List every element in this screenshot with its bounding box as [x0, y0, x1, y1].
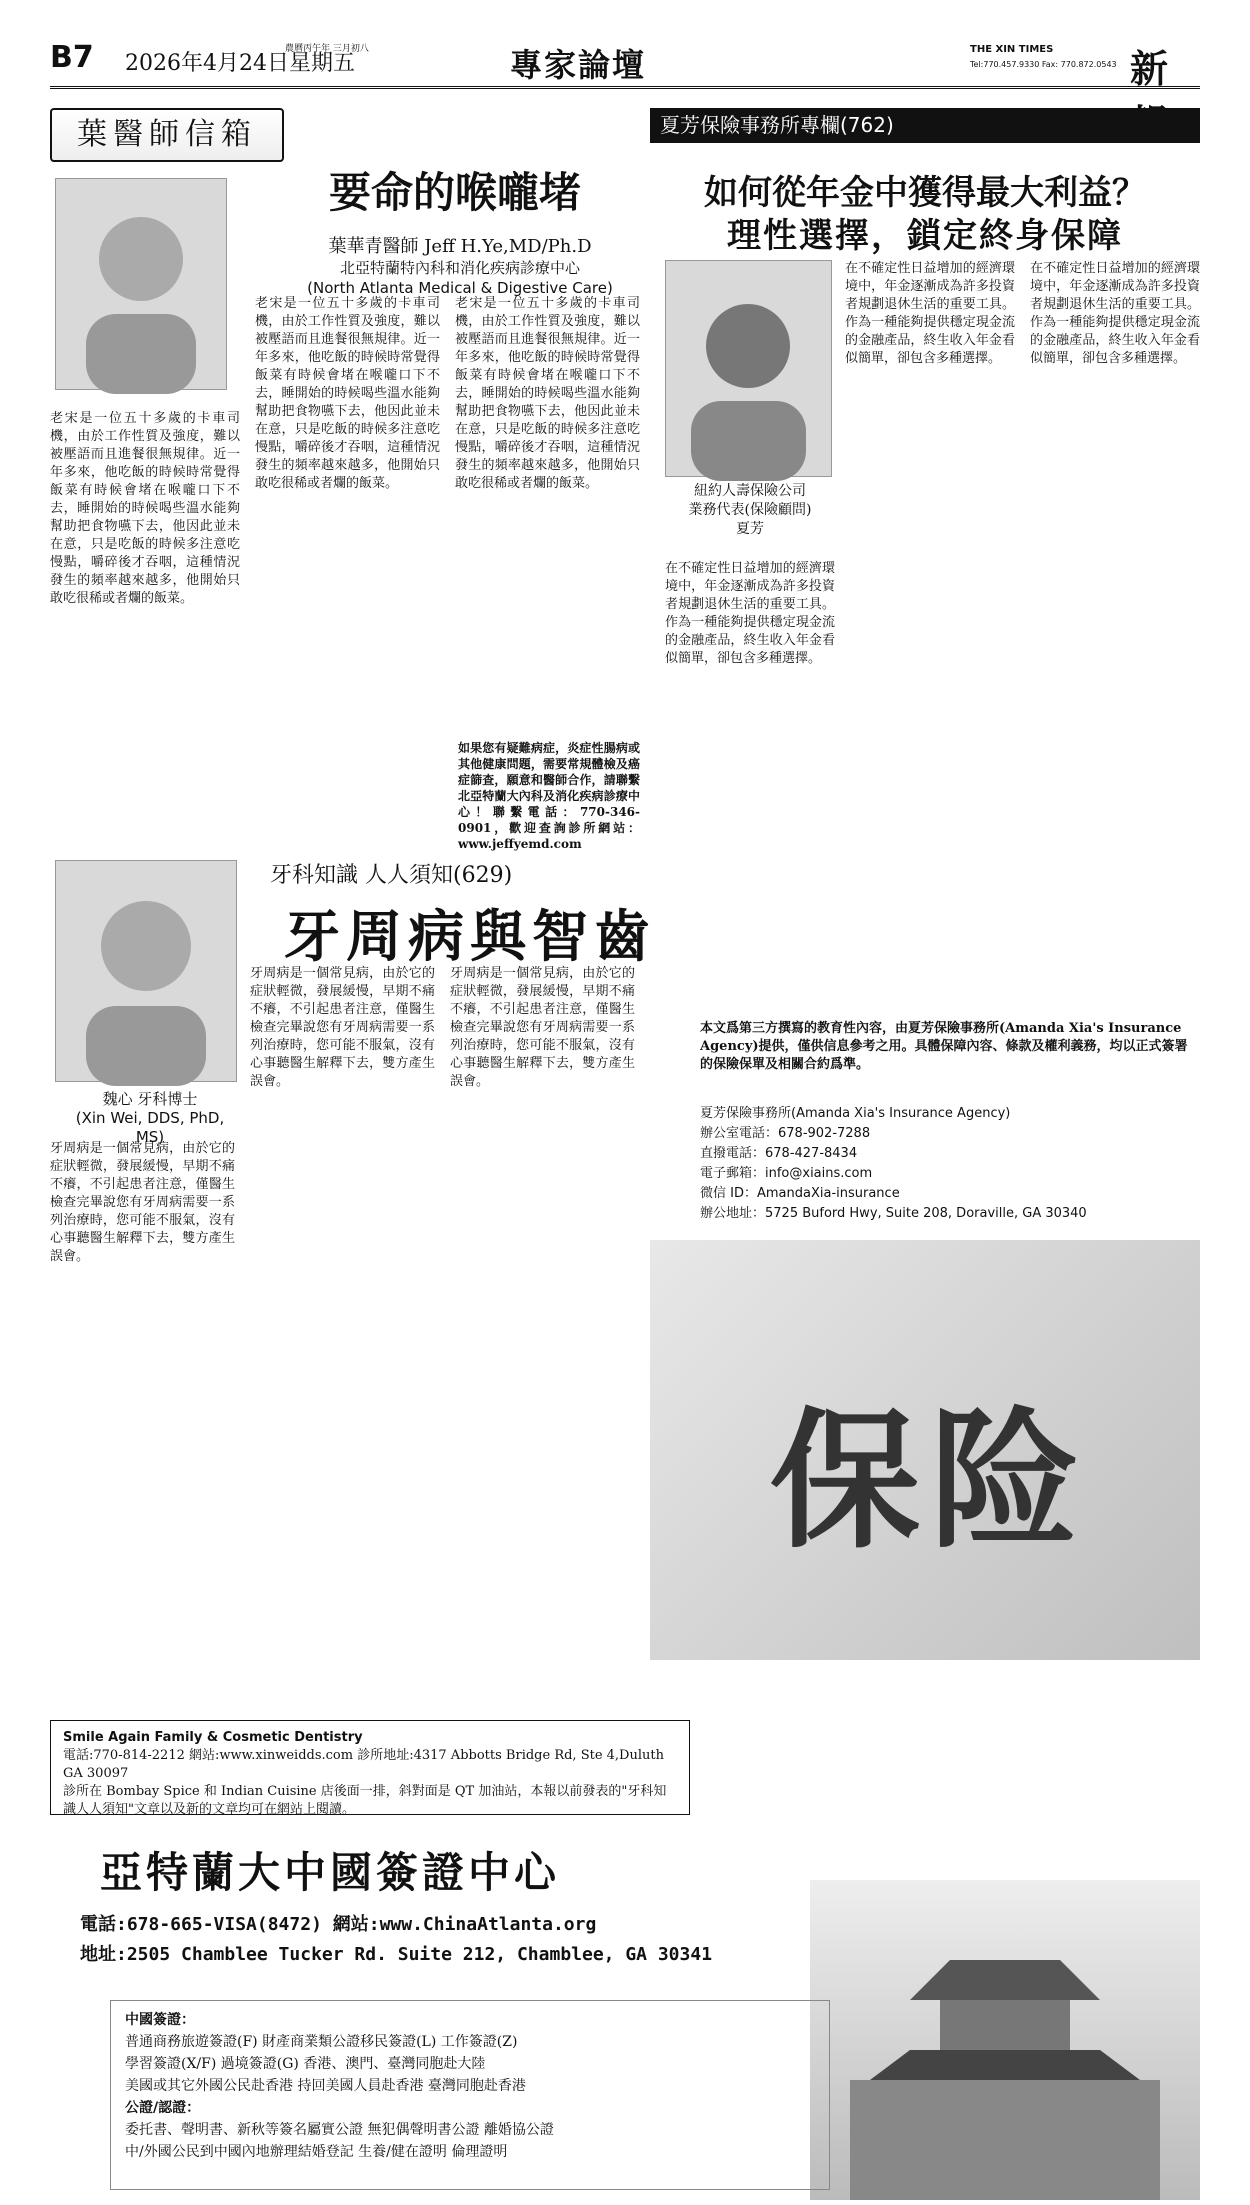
visa-services-list — [110, 2000, 830, 2190]
dental-body-col2: 牙周病是一個常見病，由於它的症狀輕微，發展緩慢，早期不痛不癢，不引起患者注意，僅醫生檢查完畢說您有牙周病需要一系列治療時，您可能不服氣，沒有心事聽醫生解釋下去，雙方產生誤會。 — [250, 966, 435, 1089]
org-name-en: (North Atlanta Medical & Digestive Care) — [307, 279, 613, 297]
author-photo — [55, 178, 227, 390]
dental-ad-note: 診所在 Bombay Spice 和 Indian Cuisine 店後面一排，斜對面是 QT 加油站，本報以前發表的"牙科知識人人須知"文章以及新的文章均可在網站上閱讀。 — [63, 1784, 667, 1817]
dentist-name-en: (Xin Wei, DDS, PhD, MS) — [75, 1109, 225, 1146]
portrait-icon — [666, 261, 831, 476]
dental-ad-name: Smile Again Family & Cosmetic Dentistry — [63, 1730, 363, 1745]
insurance-body-col0: 在不確定性日益增加的經濟環境中，年金逐漸成為許多投資者規劃退休生活的重要工具。作為一種能夠提供穩定現金流的金融產品，終生收入年金看似簡單，卻包含多種選擇。 — [665, 561, 835, 666]
list-item: 美國或其它外國公民赴香港 持回美國人員赴香港 臺灣同胞赴香港 — [125, 2078, 526, 2094]
contact-line: 電子郵箱：info@xiains.com — [700, 1166, 873, 1181]
org-name: 北亞特蘭特內科和消化疾病診療中心 — [339, 259, 580, 277]
dental-kicker: 牙科知識 人人須知(629) — [270, 863, 513, 888]
palace-image — [810, 1880, 1200, 2200]
author-org — [260, 258, 660, 298]
column-tag: 葉醫師信箱 — [50, 108, 284, 162]
agent-caption — [665, 482, 835, 539]
list-item: 中/外國公民到中國內地辦理結婚登記 生養/健在證明 倫理證明 — [125, 2144, 508, 2160]
list-item: 學習簽證(X/F) 過境簽證(G) 香港、澳門、臺灣同胞赴大陸 — [125, 2056, 486, 2072]
insurance-graphic — [650, 1240, 1200, 1660]
portrait-icon — [56, 179, 226, 389]
masthead-tel: Tel:770.457.9330 Fax: 770.872.0543 — [970, 60, 1117, 69]
insurance-word: 保险 — [770, 1393, 1091, 1569]
insurance-contact — [700, 1104, 1200, 1224]
issue-date: 2026年4月24日星期五 — [125, 51, 355, 76]
dental-body-col1: 牙周病是一個常見病，由於它的症狀輕微，發展緩慢，早期不痛不癢，不引起患者注意，僅醫生檢查完畢說您有牙周病需要一系列治療時，您可能不服氣，沒有心事聽醫生解釋下去，雙方產生誤會。 — [50, 1141, 235, 1264]
dentist-name: 魏心 牙科博士 — [102, 1090, 198, 1108]
portrait-icon — [56, 861, 236, 1081]
dental-ad-contact: 電話:770-814-2212 網站:www.xinweidds.com 診所地址:4317 Abbotts Bridge Rd, Ste 4,Duluth GA 30097 — [63, 1748, 664, 1781]
contact-line: 辦公地址：5725 Buford Hwy, Suite 208, Doraville, GA 30340 — [700, 1206, 1087, 1221]
dental-ad — [50, 1720, 690, 1815]
agent-company: 紐約人壽保險公司 — [694, 483, 806, 499]
insurance-subtitle: 理性選擇，鎖定終身保障 — [727, 216, 1123, 256]
list-heading: 公證/認證： — [125, 2100, 201, 2116]
contact-line: 辦公室電話：678-902-7288 — [700, 1126, 871, 1141]
contact-line: 直撥電話：678-427-8434 — [700, 1146, 858, 1161]
masthead-en: THE XIN TIMES — [970, 44, 1054, 55]
contact-line: 微信 ID：AmandaXia-insurance — [700, 1186, 900, 1201]
visa-center-ad — [50, 1840, 1200, 2205]
article-body-col3: 老宋是一位五十多歲的卡車司機，由於工作性質及強度，難以被壓語而且進餐很無規律。近一年多來，他吃飯的時候時常覺得飯菜有時候會堵在喉嚨口下不去，睡開始的時候喝些溫水能夠幫助把食物嚥下去，他因此並未在意，只是吃飯的時候多注意吃慢點，嚼碎後才吞咽，這種情況發生的頻率越來越多，他開始只敢吃很稀或者爛的飯菜。 — [455, 296, 640, 491]
masthead-logo: 新 — [1130, 46, 1169, 91]
insurance-body-col1: 在不確定性日益增加的經濟環境中，年金逐漸成為許多投資者規劃退休生活的重要工具。作為一種能夠提供穩定現金流的金融產品，終生收入年金看似簡單，卻包含多種選擇。 — [845, 261, 1015, 366]
dentist-photo — [55, 860, 237, 1082]
page-number: B7 — [50, 40, 94, 75]
agent-role: 業務代表(保險顧問) — [688, 502, 812, 518]
page-header — [50, 40, 1200, 89]
list-heading: 中國簽證： — [125, 2012, 195, 2028]
dental-body-col3: 牙周病是一個常見病，由於它的症狀輕微，發展緩慢，早期不痛不癢，不引起患者注意，僅醫生檢查完畢說您有牙周病需要一系列治療時，您可能不服氣，沒有心事聽醫生解釋下去，雙方產生誤會。 — [450, 966, 635, 1089]
agent-photo — [665, 260, 832, 477]
insurance-column-bar: 夏芳保險事務所專欄(762) — [650, 108, 1200, 143]
insurance-title: 如何從年金中獲得最大利益？ — [704, 173, 1146, 213]
list-item: 普通商務旅遊簽證(F) 財產商業類公證移民簽證(L) 工作簽證(Z) — [125, 2034, 518, 2050]
article-author: 葉華青醫師 Jeff H.Ye,MD/Ph.D — [328, 236, 592, 257]
article-body-col2: 老宋是一位五十多歲的卡車司機，由於工作性質及強度，難以被壓語而且進餐很無規律。近一年多來，他吃飯的時候時常覺得飯菜有時候會堵在喉嚨口下不去，睡開始的時候喝些溫水能夠幫助把食物嚥下去，他因此並未在意，只是吃飯的時候多注意吃慢點，嚼碎後才吞咽，這種情況發生的頻率越來越多，他開始只敢吃很稀或者爛的飯菜。 — [255, 296, 440, 491]
article-title: 要命的喉嚨堵 — [328, 168, 581, 217]
visa-ad-title: 亞特蘭大中國簽證中心 — [100, 1848, 561, 1897]
visa-ad-address: 地址:2505 Chamblee Tucker Rd. Suite 212, Chamblee, GA 30341 — [80, 1944, 713, 1965]
dentist-caption — [60, 1090, 240, 1147]
clinic-ad: 如果您有疑難病症，炎症性腸病或其他健康問題，需要常規體檢及癌症篩查，願意和醫師合作，請聯繫北亞特蘭大內科及消化疾病診療中心！聯繫電話：770-346-0901，歡迎查詢診所網站：www.jeffyemd.com — [458, 741, 640, 851]
pagoda-icon — [810, 1880, 1200, 2200]
visa-ad-phone: 電話:678-665-VISA(8472) 網站:www.ChinaAtlanta.org — [80, 1914, 597, 1935]
list-item: 委托書、聲明書、新秋等簽名屬實公證 無犯偶聲明書公證 離婚協公證 — [125, 2122, 554, 2138]
lunar-date: 農曆丙午年 三月初八 — [285, 44, 369, 54]
agent-name: 夏芳 — [736, 521, 764, 537]
insurance-disclaimer: 本文爲第三方撰寫的教育性內容，由夏芳保險事務所(Amanda Xia's Insurance Agency)提供，僅供信息參考之用。具體保障內容、條款及權利義務，均以正式簽署的保險保單及相關合約爲準。 — [700, 1021, 1188, 1072]
dental-title: 牙周病與智齒 — [284, 904, 656, 970]
article-body-col1: 老宋是一位五十多歲的卡車司機，由於工作性質及強度，難以被壓語而且進餐很無規律。近一年多來，他吃飯的時候時常覺得飯菜有時候會堵在喉嚨口下不去，睡開始的時候喝些溫水能夠幫助把食物嚥下去，他因此並未在意，只是吃飯的時候多注意吃慢點，嚼碎後才吞咽，這種情況發生的頻率越來越多，他開始只敢吃很稀或者爛的飯菜。 — [50, 411, 240, 606]
section-title: 專家論壇 — [510, 46, 647, 84]
insurance-body-col2: 在不確定性日益增加的經濟環境中，年金逐漸成為許多投資者規劃退休生活的重要工具。作為一種能夠提供穩定現金流的金融產品，終生收入年金看似簡單，卻包含多種選擇。 — [1030, 261, 1200, 366]
contact-line: 夏芳保險事務所(Amanda Xia's Insurance Agency) — [700, 1106, 1011, 1121]
